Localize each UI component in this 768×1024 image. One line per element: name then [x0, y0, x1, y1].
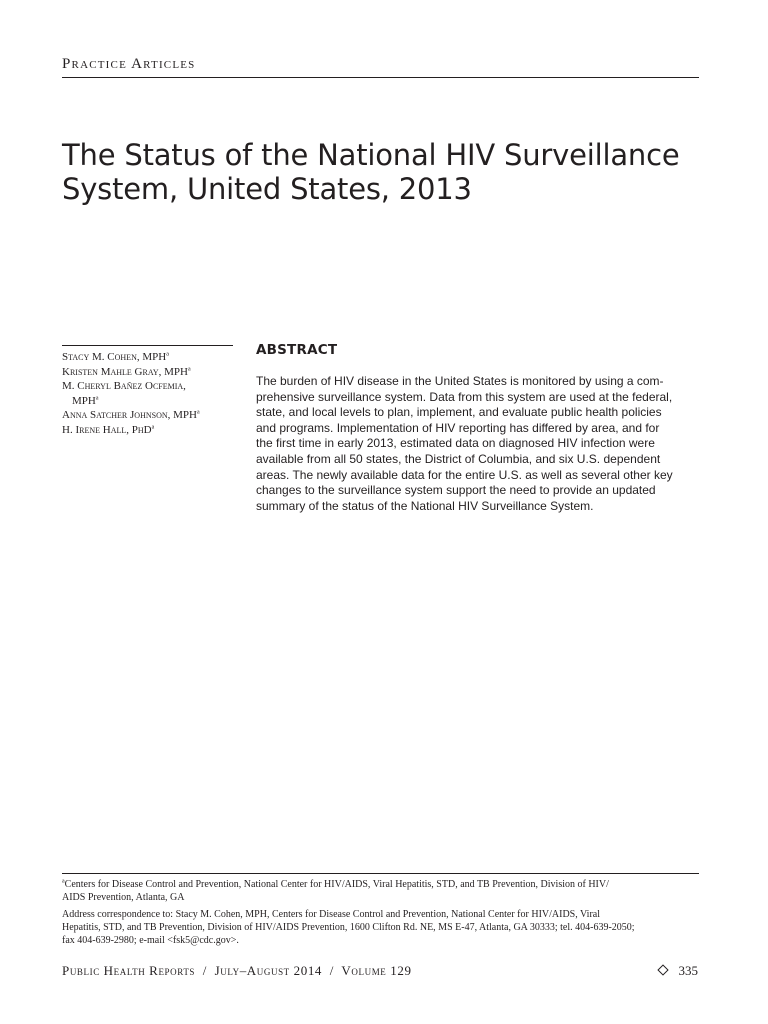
abstract-line: and programs. Implementation of HIV reporting has differed by area, and for: [256, 420, 660, 435]
affiliation-mark: a: [62, 878, 65, 885]
abstract-line: the first time in early 2013, estimated data on diagnosed HIV infection were: [256, 436, 655, 451]
author-name: M. Cheryl Bañez Ocfemia,: [62, 380, 186, 393]
affiliation-mark: a: [196, 409, 200, 416]
author-name: Kristen Mahle Gray, MPH: [62, 365, 188, 378]
diamond-icon: [657, 964, 668, 975]
abstract-line: available from all 50 states, the District of Columbia, and six U.S. dependent: [256, 451, 661, 466]
affiliation-mark: a: [166, 351, 169, 358]
article-title: [62, 138, 712, 206]
running-footer: Public Health Reports / July–August 2014 / Volume 129: [62, 963, 412, 978]
header-rule: [62, 77, 699, 78]
author-3: [62, 379, 242, 394]
author-name: Anna Satcher Johnson, MPH: [62, 409, 197, 422]
author-name: Stacy M. Cohen, MPH: [62, 351, 167, 363]
author-degree: MPH: [72, 394, 96, 407]
author-3-continuation: [62, 394, 242, 409]
title-line-1: The Status of the National HIV Surveillance: [62, 138, 680, 172]
author-name: H. Irene Hall, PhD: [62, 423, 152, 436]
correspondence-line: Hepatitis, STD, and TB Prevention, Division of HIV/AIDS Prevention, 1600 Clifton Rd. NE, MS E-47, Atlanta, GA 30333; tel. 404-639-2050;: [62, 922, 635, 934]
author-list: [62, 350, 242, 438]
author-1: [62, 350, 242, 365]
title-line-2: System, United States, 2013: [62, 172, 472, 206]
authors-rule: [62, 345, 233, 346]
correspondence-line: Address correspondence to: Stacy M. Cohen, MPH, Centers for Disease Control and Prevention, National Center for HIV/AIDS, Viral: [62, 909, 600, 921]
abstract-body: [256, 374, 698, 514]
affiliation-mark: a: [95, 395, 99, 402]
author-5: [62, 423, 242, 438]
abstract-line: changes to the surveillance system support the need to provide an updated: [256, 483, 656, 498]
footnotes: [62, 879, 702, 948]
correspondence-line: fax 404-639-2980; e-mail <fsk5@cdc.gov>.: [62, 934, 239, 946]
affiliation-mark: a: [151, 424, 155, 431]
page-marker: [659, 963, 699, 979]
affiliation-footnote-line: AIDS Prevention, Atlanta, GA: [62, 891, 185, 903]
abstract-heading: ABSTRACT: [256, 342, 338, 358]
abstract-line: The burden of HIV disease in the United States is monitored by using a com-: [256, 374, 664, 388]
footnote-rule: [62, 873, 699, 874]
page-number: 335: [678, 963, 698, 978]
affiliation-footnote-line: [62, 879, 702, 892]
abstract-line: state, and local levels to plan, implement, and evaluate public health policies: [256, 405, 662, 420]
abstract-line: areas. The newly available data for the entire U.S. as well as several other key: [256, 467, 673, 482]
footnote-text: Centers for Disease Control and Prevention, National Center for HIV/AIDS, Viral Hepatitis, STD, and TB Prevention, Division of HIV/: [64, 879, 609, 890]
affiliation-mark: a: [188, 365, 191, 372]
abstract-line: summary of the status of the National HIV Surveillance System.: [256, 498, 594, 513]
abstract-line: prehensive surveillance system. Data from this system are used at the federal,: [256, 389, 673, 404]
author-2: [62, 365, 242, 380]
author-4: [62, 408, 242, 423]
section-label: Practice Articles: [62, 56, 196, 72]
